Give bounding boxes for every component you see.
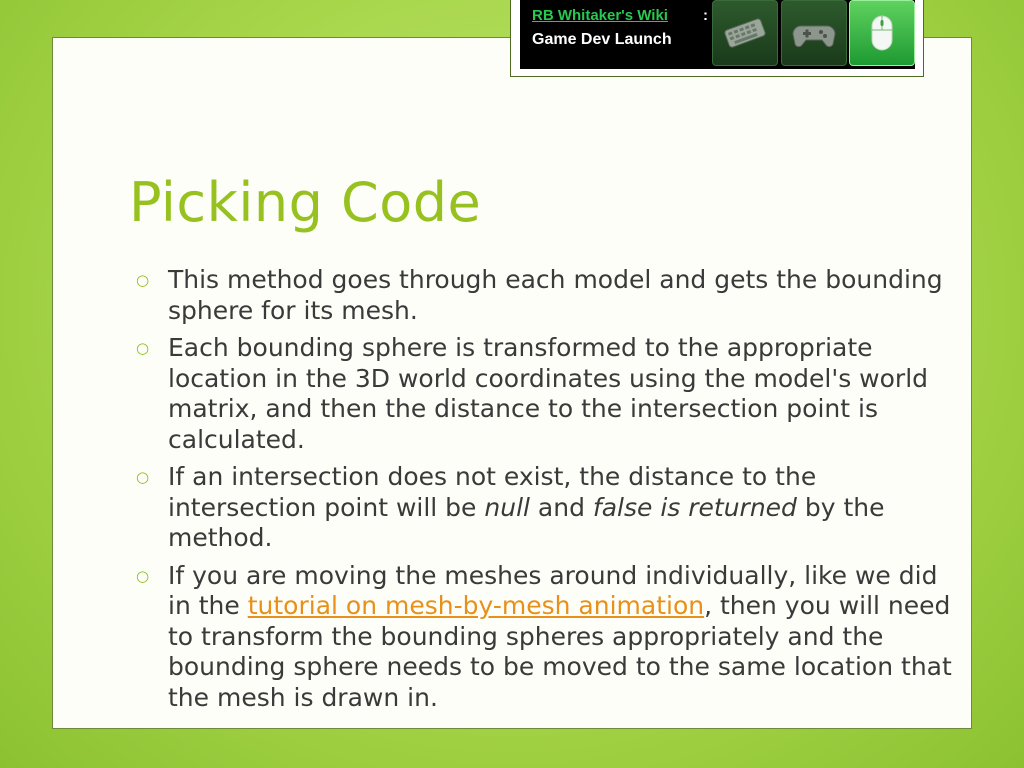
slide-title: Picking Code	[129, 171, 482, 234]
gamepad-icon	[791, 10, 837, 56]
bullet-icon	[134, 561, 168, 714]
bullet-icon	[134, 265, 168, 326]
bullet-text: Each bounding sphere is transformed to the appropriate location in the 3D world coordinates using the model's world matrix, and then the distance to the intersection point is calculated.	[168, 333, 929, 454]
mouse-tile[interactable]	[849, 0, 915, 66]
null-emphasis: null	[484, 492, 530, 522]
banner-subtitle: Game Dev Launch	[532, 31, 672, 48]
keyboard-tile[interactable]	[712, 0, 778, 66]
false-returned-emphasis: false is returned	[592, 492, 797, 522]
bullet-text: This method goes through each model and gets the bounding sphere for its mesh.	[168, 265, 943, 325]
bullet-icon	[134, 462, 168, 554]
banner-inner	[520, 0, 915, 69]
gamepad-tile[interactable]	[781, 0, 847, 66]
bullet-item	[134, 333, 964, 455]
bullet-item	[134, 265, 964, 326]
mesh-animation-tutorial-link[interactable]: tutorial on mesh-by-mesh animation	[247, 591, 705, 620]
bullet-text	[168, 561, 964, 714]
wiki-link[interactable]: RB Whitaker's Wiki	[532, 7, 668, 24]
wiki-banner	[510, 0, 924, 77]
bullet-text-segment: by the method.	[168, 492, 885, 552]
keyboard-icon	[722, 10, 768, 56]
bullet-item	[134, 462, 964, 554]
bullet-item	[134, 561, 964, 714]
bullet-text-segment: and	[529, 492, 593, 522]
bullet-text-segment: If you are moving the meshes around individually, like we did in the	[168, 560, 938, 620]
mouse-icon	[859, 10, 905, 56]
banner-colon: :	[703, 7, 708, 24]
bullet-text-segment: If an intersection does not exist, the distance to the intersection point will be	[168, 462, 817, 522]
bullet-text-segment: , then you will need to transform the bounding spheres appropriately and the bounding sphere needs to be moved to the same location that the mesh is drawn in.	[168, 591, 952, 712]
bullet-icon	[134, 333, 168, 455]
bullet-text	[168, 462, 964, 554]
slide-content	[134, 265, 964, 720]
